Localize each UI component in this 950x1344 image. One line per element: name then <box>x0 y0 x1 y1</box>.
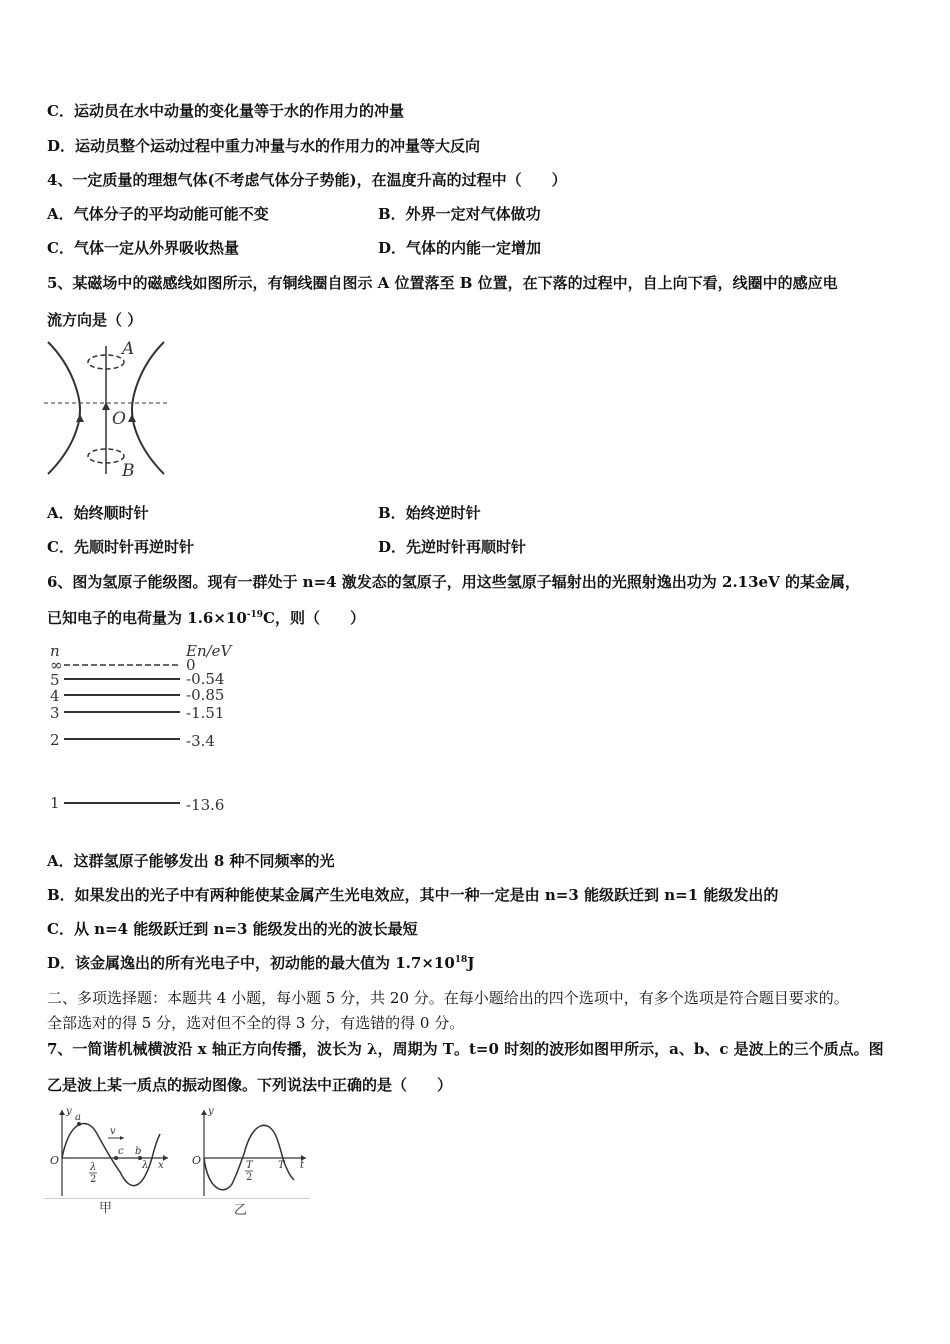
level-energy: -1.51 <box>186 704 225 722</box>
level-n: ∞ <box>50 656 63 674</box>
x-label: x <box>158 1160 164 1171</box>
y-label: y <box>208 1106 214 1117</box>
level-n: 2 <box>50 731 60 749</box>
arrow-up-icon <box>201 1110 207 1115</box>
level-n: 1 <box>50 794 60 812</box>
lambda-label: λ <box>142 1160 149 1171</box>
period-label: T <box>278 1160 285 1171</box>
origin-label: O <box>192 1154 202 1167</box>
q4-option-c: C．气体一定从外界吸收热量 <box>47 239 239 257</box>
arrow-up-icon <box>76 414 84 422</box>
q6-stem-line2: 已知电子的电荷量为 $1.6\times 10^{-19}C$，则（ ） <box>47 609 365 627</box>
q4-option-a: A．气体分子的平均动能可能不变 <box>47 205 269 223</box>
label-a: A <box>122 339 135 359</box>
caption-yi: 乙 <box>234 1203 248 1216</box>
field-line-left <box>48 342 80 474</box>
t-half-num: T <box>246 1160 253 1171</box>
q5-stem-line1: 5、某磁场中的磁感线如图所示，有铜线圈自图示 A 位置落至 B 位置，在下落的过程中，自上向下看，线圈中的感应电 <box>47 274 838 292</box>
caption-jia: 甲 <box>99 1201 113 1216</box>
col-n-label: n <box>50 642 60 660</box>
arrow-right-icon <box>163 1155 168 1161</box>
q7-figure-jia <box>44 1104 174 1216</box>
t-half-den: 2 <box>246 1172 253 1183</box>
q5-option-a: A．始终顺时针 <box>47 504 149 522</box>
level-energy: -3.4 <box>186 732 215 750</box>
q7-stem-line1: 7、一简谐机械横波沿 x 轴正方向传播，波长为 λ，周期为 T。t=0 时刻的波形如图甲所示，a、b、c 是波上的三个质点。图 <box>47 1040 884 1058</box>
q6-option-c: C．从 n=4 能级跃迁到 n=3 能级发出的光的波长最短 <box>47 920 418 938</box>
t-label: t <box>300 1160 305 1171</box>
q7-stem-line2: 乙是波上某一质点的振动图像。下列说法中正确的是（ ） <box>47 1076 453 1094</box>
c-label: c <box>118 1146 124 1157</box>
level-energy: -0.54 <box>186 670 225 688</box>
level-energy: 0 <box>186 656 196 674</box>
q5-option-c: C．先顺时针再逆时针 <box>47 538 194 556</box>
section2-line1: 二、多项选择题：本题共 4 小题，每小题 5 分，共 20 分。在每小题给出的四个选项中，有多个选项是符合题目要求的。 <box>47 989 849 1007</box>
arrow-up-icon <box>128 414 136 422</box>
origin-label: O <box>50 1154 60 1167</box>
level-energy: -13.6 <box>186 796 225 814</box>
q5-option-d: D．先逆时针再顺时针 <box>378 538 527 556</box>
arrow-up-icon <box>59 1110 65 1115</box>
label-o: O <box>112 409 126 429</box>
q6-stem-line1: 6、图为氢原子能级图。现有一群处于 n=4 激发态的氢原子，用这些氢原子辐射出的光照射逸出功为 2.13eV 的某金属， <box>47 573 860 591</box>
level-n: 4 <box>50 687 60 705</box>
col-e-label: En/eV <box>186 642 232 660</box>
lambda-half-den: 2 <box>90 1174 97 1185</box>
q5-stem-line2: 流方向是（ ） <box>47 311 143 329</box>
level-energy: -0.85 <box>186 686 225 704</box>
q3-option-d: D．运动员整个运动过程中重力冲量与水的作用力的冲量等大反向 <box>47 137 481 155</box>
y-label: y <box>66 1106 72 1117</box>
section2-line2: 全部选对的得 5 分，选对但不全的得 3 分，有选错的得 0 分。 <box>47 1014 465 1032</box>
q4-stem: 4、一定质量的理想气体(不考虑气体分子势能)，在温度升高的过程中（ ） <box>47 171 567 189</box>
q4-option-b: B．外界一定对气体做功 <box>378 205 541 223</box>
q5-option-b: B．始终逆时针 <box>378 504 481 522</box>
v-label: v <box>110 1126 116 1137</box>
a-label: a <box>75 1112 81 1123</box>
q6-option-a: A．这群氢原子能够发出 8 种不同频率的光 <box>47 852 335 870</box>
b-label: b <box>135 1146 142 1157</box>
arrow-right-icon <box>120 1136 124 1140</box>
q3-option-c: C．运动员在水中动量的变化量等于水的作用力的冲量 <box>47 102 404 120</box>
q6-option-d: D．该金属逸出的所有光电子中，初动能的最大值为 $1.7\times 10^{18}J$ <box>47 954 475 972</box>
level-n: 3 <box>50 704 60 722</box>
lambda-half-num: λ <box>90 1162 97 1173</box>
q4-option-d: D．气体的内能一定增加 <box>378 239 542 257</box>
q6-option-b: B．如果发出的光子中有两种能使某金属产生光电效应，其中一种一定是由 n=3 能级跃迁到 n=1 能级发出的 <box>47 886 779 904</box>
q6-energy-level-diagram <box>44 640 244 820</box>
level-n: 5 <box>50 671 60 689</box>
label-b: B <box>122 461 135 480</box>
field-line-right <box>132 342 164 474</box>
q7-figure-yi <box>188 1104 314 1216</box>
q5-magnetic-field-figure <box>44 338 168 480</box>
